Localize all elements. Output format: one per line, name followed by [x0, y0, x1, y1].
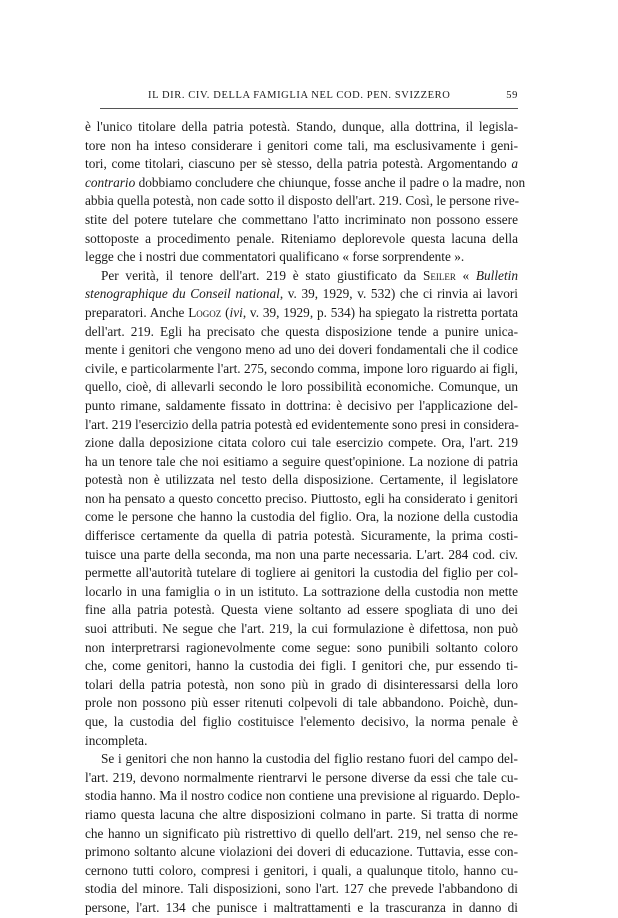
text-line: [85, 285, 518, 304]
text-line: locarlo in una famiglia o in un istituto. La sottrazione della custodia non mette: [85, 583, 518, 599]
text-fragment: Per verità, il tenore dell'art. 219 è stato giustificato da: [101, 267, 423, 283]
text-line: primono soltanto alcune violazioni dei doveri di educazione. Tuttavia, esse con-: [85, 844, 518, 860]
text-line: Se i genitori che non hanno la custodia del figlio restano fuori del campo del-: [101, 751, 518, 767]
text-line: tore non ha inteso considerare i genitori come tali, ma esclusivamente i geni-: [85, 137, 518, 153]
text-line: incompleta.: [85, 732, 148, 748]
header-rule: [100, 108, 518, 109]
text-line: permette all'autorità tutelare di togliere ai genitori la custodia del figlio per col-: [85, 565, 518, 581]
text-fragment: tori, come titolari, ciascuno per sè stesso, della patria potestà. Argomentando: [85, 156, 512, 172]
text-line: è l'unico titolare della patria potestà. Stando, dunque, alla dottrina, il legisla-: [85, 119, 518, 134]
text-fragment: , v. 39, 1929, v. 532) che ci rinvia ai lavori: [279, 286, 518, 302]
text-line: quello, cioè, di allevarli secondo le loro possibilità economiche. Comunque, un: [85, 379, 518, 395]
text-line: punto rimane, saldamente fissato in dottrina: è decisivo per l'applicazione del-: [85, 397, 518, 413]
body-text: [85, 118, 526, 918]
text-line: che, come genitori, hanno la custodia dei figli. I genitori che, pur essendo ti-: [85, 658, 518, 674]
text-line: stite del potere tutelare che commettano l'atto incriminato non possono essere: [85, 211, 518, 227]
text-line: cernono tutti coloro, compresi i genitori, i quali, a qualunque titolo, hanno cu-: [85, 862, 518, 878]
text-fragment: (: [221, 304, 230, 320]
text-fragment: [456, 268, 463, 283]
text-line: suoi attributi. Ne segue che l'art. 219, la cui formulazione è difettosa, non può: [85, 621, 518, 637]
text-line: civile, e particolarmente l'art. 275, secondo comma, impone loro riguardo ai figli,: [85, 360, 518, 376]
text-line: fine alla patria potestà. Questa viene soltanto ad essere spogliata di uno dei: [85, 602, 518, 618]
author-seiler: Seiler: [422, 267, 456, 283]
text-line: l'art. 219 l'esercizio della patria potestà ed evidentemente sono presi in considera-: [85, 416, 519, 432]
text-line: potestà non è utilizzata nel testo della disposizione. Certamente, il legislatore: [85, 472, 518, 488]
text-line: tolari della patria potestà, non sono più in grado di disinteressarsi della loro: [85, 676, 518, 692]
text-line: ha un tenore tale che noi esitiamo a seguire quest'opinione. La nozione di patria: [85, 453, 518, 469]
running-title: IL DIR. CIV. DELLA FAMIGLIA NEL COD. PEN. SVIZZERO: [148, 90, 451, 101]
running-head: [100, 90, 518, 104]
italic-journal-title: stenographique du Conseil national: [85, 286, 280, 302]
text-line: non interpretrarsi ragionevolmente come segue: sono punibili soltanto coloro: [85, 639, 518, 655]
italic-contrario: contrario: [85, 174, 136, 190]
text-line: abbia quella potestà, non cade sotto il disposto dell'art. 219. Così, le persone rive-: [85, 193, 520, 209]
text-line: stodia del minore. Tali disposizioni, sono l'art. 127 che prevede l'abbandono di: [85, 881, 518, 897]
text-line: che hanno un significato più ristrettivo di quello dell'art. 219, nel senso che re-: [85, 825, 518, 841]
italic-a: a: [511, 156, 518, 172]
text-fragment: preparatori. Anche: [85, 304, 189, 320]
text-fragment: «: [462, 267, 476, 283]
text-line: riamo questa lacuna che altre disposizioni colmano in parte. Si tratta di norme: [85, 806, 518, 822]
author-logoz: Logoz: [188, 304, 222, 320]
page-number: 59: [506, 90, 518, 101]
text-fragment: dobbiamo concludere che chiunque, fosse anche il padre o la madre, non: [138, 174, 526, 190]
text-line: mente i genitori che vengono meno ad uno dei doveri fondamentali che il codice: [85, 342, 518, 358]
text-line: l'art. 219, devono normalmente rientrarvi le persone diverse da essi che tale cu-: [85, 769, 518, 785]
text-line: dell'art. 219. Egli ha precisato che questa disposizione tende a punire unica-: [85, 323, 518, 339]
text-line: [85, 304, 518, 323]
italic-ivi: ivi: [229, 304, 243, 320]
text-line: [85, 155, 518, 174]
text-line: sottoposte a procedimento penale. Riteniamo deplorevole questa lacuna della: [85, 230, 518, 246]
text-line: come le persone che hanno la custodia del figlio. Ora, la nozione della custodia: [85, 509, 518, 525]
text-line: [85, 267, 518, 286]
text-line: prole non possono più esser ritenuti colpevoli di tale abbandono. Poichè, dun-: [85, 695, 518, 711]
text-line: que, la custodia del figlio costituisce l'elemento decisivo, la norma penale è: [85, 714, 518, 729]
text-line: stodia hanno. Ma il nostro codice non contiene una previsione al riguardo. Deplo-: [85, 788, 520, 804]
text-line: non ha pensato a questo concetto preciso. Piuttosto, egli ha considerato i genitori: [85, 490, 518, 506]
text-line: [85, 174, 526, 193]
text-line: persone, l'art. 134 che punisce i maltrattamenti e la trascuranza in danno di: [85, 899, 518, 915]
text-line: zione dalla deposizione citata coloro cui tale esercizio compete. Ora, l'art. 219: [85, 435, 518, 451]
italic-bulletin: Bulletin: [475, 267, 518, 283]
text-line: tuisce una parte della seconda, ma non una parte necessaria. L'art. 284 cod. civ.: [85, 546, 518, 562]
text-line: differisce certamente da quella di patria potestà. Sicuramente, la prima costi-: [85, 528, 518, 544]
text-line: legge che i nostri due commentatori qualificano « forse sorprendente ».: [85, 249, 465, 265]
text-fragment: , v. 39, 1929, p. 534) ha spiegato la ristretta portata: [242, 304, 518, 320]
